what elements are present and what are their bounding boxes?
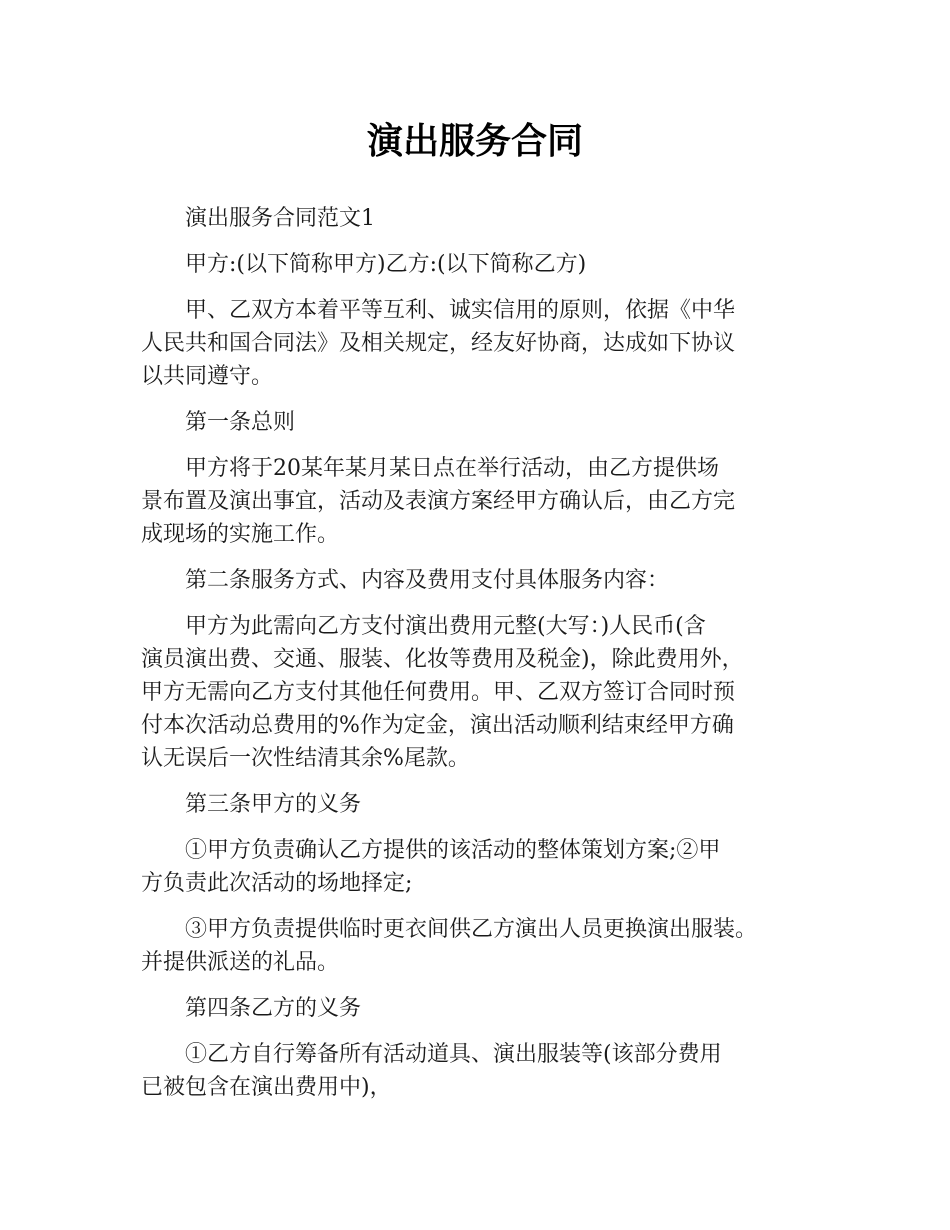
document-body <box>141 202 816 1117</box>
paragraph-parties: 甲方:(以下简称甲方)乙方:(以下简称乙方) <box>185 252 587 277</box>
paragraph-preamble: 甲、乙双方本着平等互利、诚实信用的原则，依据《中华 人民共和国合同法》及相关规定，经友好协商，达成如下协议 以共同遵守。 <box>141 298 736 389</box>
article-1-text: 甲方将于20某年某月某日点在举行活动，由乙方提供场 景布置及演出事宜，活动及表演方案经甲方确认后，由乙方完 成现场的实施工作。 <box>141 456 736 547</box>
article-2-heading: 第二条服务方式、内容及费用支付具体服务内容： <box>185 568 670 593</box>
article-4-item-1: ①乙方自行筹备所有活动道具、演出服装等(该部分费用 已被包含在演出费用中)， <box>141 1042 722 1100</box>
article-4-heading: 第四条乙方的义务 <box>185 996 362 1021</box>
article-3-item-1-2: ①甲方负责确认乙方提供的该活动的整体策划方案;②甲 方负责此次活动的场地择定; <box>141 838 721 896</box>
paragraph-heading-sample: 演出服务合同范文1 <box>185 206 375 231</box>
document-title: 演出服务合同 <box>366 121 583 162</box>
article-3-heading: 第三条甲方的义务 <box>185 792 362 817</box>
article-2-text: 甲方为此需向乙方支付演出费用元整(大写：)人民币(含 演员演出费、交通、服装、化妆等费用及税金)，除此费用外， 甲方无需向乙方支付其他任何费用。甲、乙双方签订合同时预 付本次活动总费用的%作为定金，演出活动顺利结束经甲方确 认无误后一次性结清其余%尾款。 <box>141 614 744 771</box>
article-1-heading: 第一条总则 <box>185 410 296 435</box>
article-3-item-3: ③甲方负责提供临时更衣间供乙方演出人员更换演出服装。 并提供派送的礼品。 <box>141 917 758 975</box>
